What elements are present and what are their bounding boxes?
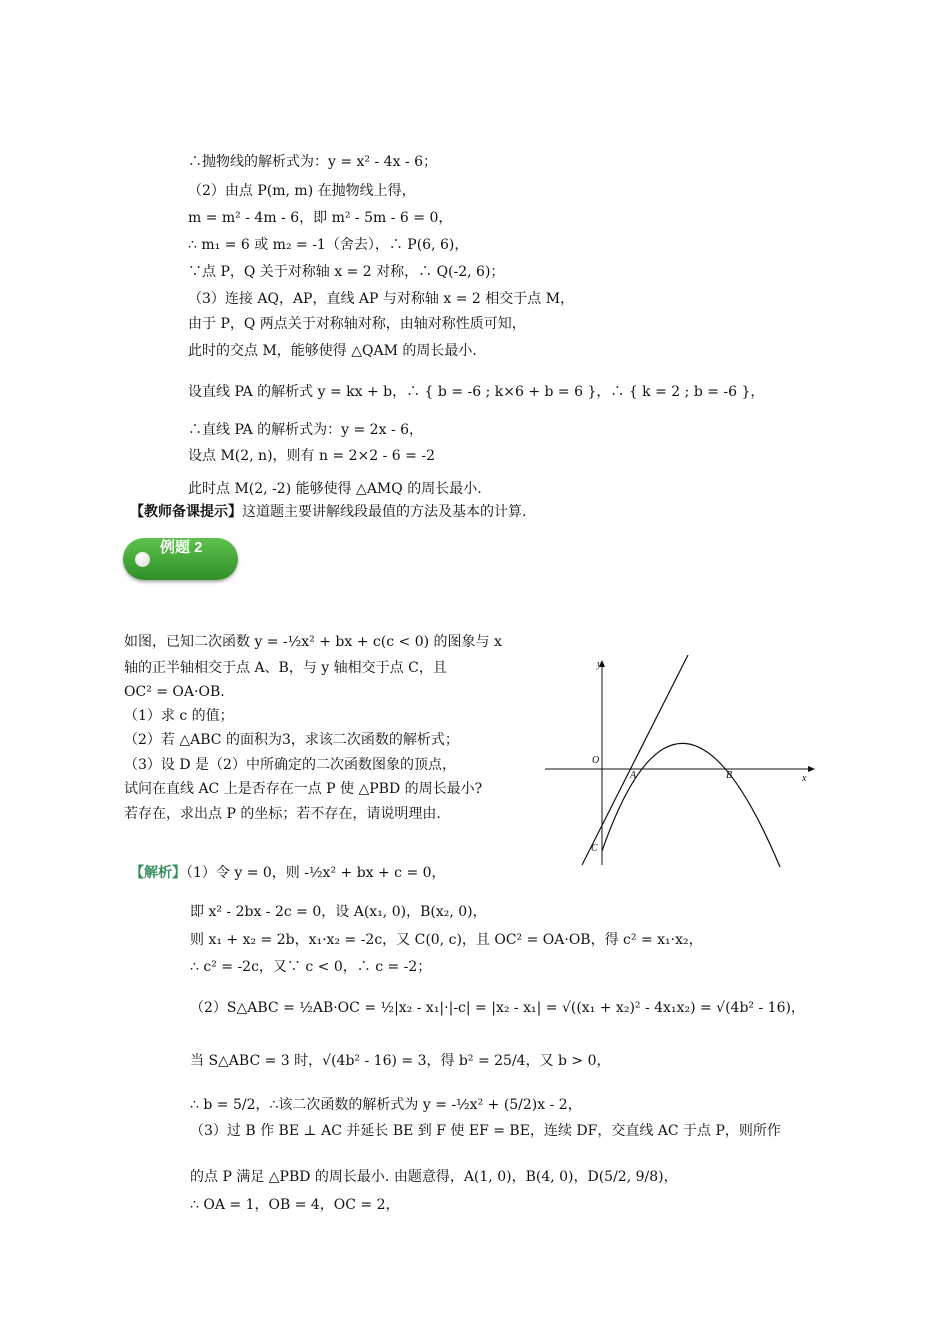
example-badge bbox=[123, 538, 238, 580]
point-b-label: B bbox=[726, 770, 733, 781]
example-badge-label: 例题 2 bbox=[160, 539, 203, 556]
solution1-line-3: m = m² - 4m - 6，即 m² - 5m - 6 = 0， bbox=[188, 210, 453, 226]
solution2-first-line bbox=[130, 864, 446, 882]
problem-line-5: （2）若 △ABC 的面积为3，求该二次函数的解析式； bbox=[124, 732, 459, 748]
teacher-hint-text: 这道题主要讲解线段最值的方法及基本的计算. bbox=[242, 504, 527, 520]
problem-line-6: （3）设 D 是（2）中所确定的二次函数图象的顶点， bbox=[124, 757, 456, 773]
problem-line-7: 试问在直线 AC 上是否存在一点 P 使 △PBD 的周长最小? bbox=[124, 781, 483, 797]
origin-label: O bbox=[592, 755, 600, 766]
solution1-line-2: （2）由点 P(m, m) 在抛物线上得， bbox=[188, 183, 416, 199]
problem-line-1: 如图，已知二次函数 y = -½x² + bx + c(c < 0) 的图象与 x bbox=[124, 634, 502, 650]
solution1-line-11: 设点 M(2, n)，则有 n = 2×2 - 6 = -2 bbox=[188, 448, 435, 464]
parabola-curve bbox=[602, 743, 780, 867]
solution2-line-4: （2）S△ABC = ½AB·OC = ½|x₂ - x₁|·|-c| = |x₂ - x₁| = √((x₁ + x₂)² - 4x₁x₂) = √(4b² - 16)， bbox=[190, 1000, 805, 1016]
y-axis-label: y bbox=[597, 659, 602, 670]
solution2-line-9: ∴ OA = 1，OB = 4，OC = 2， bbox=[190, 1197, 400, 1213]
problem-line-8: 若存在，求出点 P 的坐标；若不存在，请说明理由. bbox=[124, 806, 441, 822]
parabola-graph bbox=[540, 655, 820, 870]
teacher-hint bbox=[130, 503, 526, 521]
solution2-line-7: （3）过 B 作 BE ⊥ AC 并延长 BE 到 F 使 EF = BE，连续 DF，交直线 AC 于点 P，则所作 bbox=[190, 1123, 781, 1139]
solution1-line-7: 由于 P，Q 两点关于对称轴对称，由轴对称性质可知， bbox=[188, 316, 526, 332]
solution2-line-1: 即 x² - 2bx - 2c = 0，设 A(x₁, 0)，B(x₂, 0)， bbox=[190, 904, 487, 920]
solution1-line-4: ∴ m₁ = 6 或 m₂ = -1（舍去），∴ P(6, 6)， bbox=[188, 237, 469, 253]
solution1-line-10: ∴直线 PA 的解析式为：y = 2x - 6， bbox=[188, 422, 424, 438]
solution2-line-5: 当 S△ABC = 3 时，√(4b² - 16) = 3，得 b² = 25/4，又 b > 0， bbox=[190, 1053, 611, 1069]
x-axis-arrow-icon bbox=[808, 766, 815, 772]
solution2-tag: 【解析】 bbox=[130, 865, 186, 881]
teacher-hint-tag: 【教师备课提示】 bbox=[130, 504, 242, 520]
problem-line-3: OC² = OA·OB. bbox=[124, 684, 225, 700]
solution2-line-6: ∴ b = 5/2，∴该二次函数的解析式为 y = -½x² + (5/2)x - 2， bbox=[190, 1097, 582, 1113]
problem-line-4: （1）求 c 的值； bbox=[124, 708, 234, 724]
solution2-line-8: 的点 P 满足 △PBD 的周长最小. 由题意得，A(1, 0)，B(4, 0)，D(5/2, 9/8)， bbox=[190, 1169, 678, 1185]
x-axis-label: x bbox=[802, 773, 807, 784]
solution2-line-3: ∴ c² = -2c，又∵ c < 0，∴ c = -2； bbox=[190, 959, 432, 975]
bullet-icon bbox=[135, 552, 150, 567]
point-c-label: C bbox=[591, 843, 598, 854]
solution1-line-8: 此时的交点 M，能够使得 △QAM 的周长最小. bbox=[188, 343, 477, 359]
solution1-line-9: 设直线 PA 的解析式 y = kx + b，∴ { b = -6 ; k×6 + b = 6 }，∴ { k = 2 ; b = -6 }， bbox=[188, 384, 765, 400]
solution1-line-12: 此时点 M(2, -2) 能够使得 △AMQ 的周长最小. bbox=[188, 481, 482, 497]
problem-line-2: 轴的正半轴相交于点 A、B，与 y 轴相交于点 C，且 bbox=[124, 660, 447, 676]
solution1-line-6: （3）连接 AQ，AP，直线 AP 与对称轴 x = 2 相交于点 M， bbox=[188, 291, 575, 307]
solution1-line-1: ∴抛物线的解析式为：y = x² - 4x - 6； bbox=[188, 154, 438, 170]
solution1-line-5: ∵点 P，Q 关于对称轴 x = 2 对称，∴ Q(-2, 6)； bbox=[188, 264, 505, 280]
solution2-first-text: （1）令 y = 0，则 -½x² + bx + c = 0， bbox=[186, 865, 446, 881]
point-a-label: A bbox=[630, 770, 637, 781]
solution2-line-2: 则 x₁ + x₂ = 2b，x₁·x₂ = -2c，又 C(0, c)，且 OC² = OA·OB，得 c² = x₁·x₂， bbox=[190, 932, 703, 948]
